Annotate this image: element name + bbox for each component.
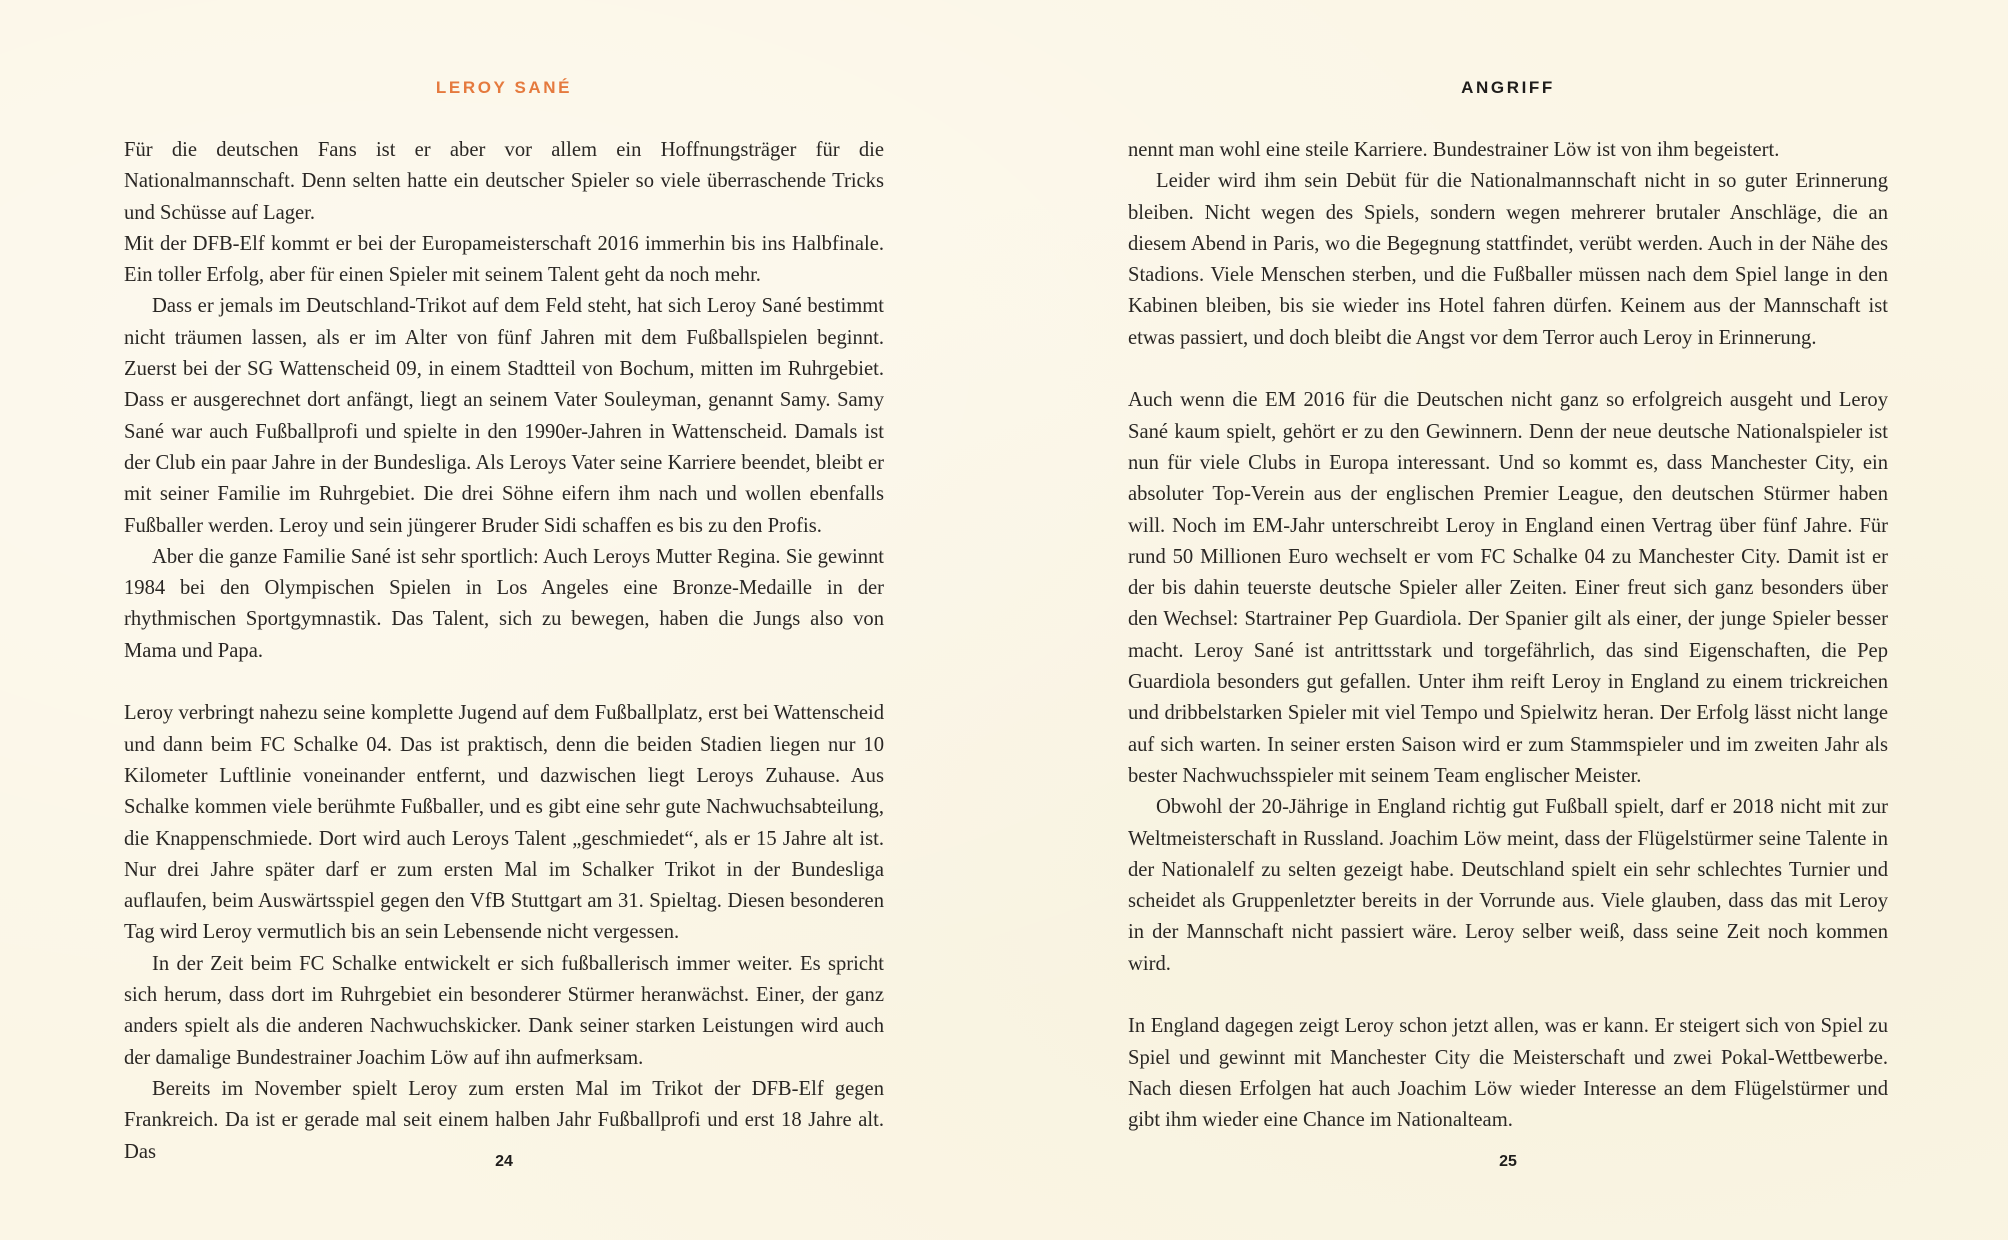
paragraph: Mit der DFB-Elf kommt er bei der Europameisterschaft 2016 immerhin bis ins Halbfinale. Ein toller Erfolg, aber für einen Spieler mit seinem Talent geht da noch mehr. (124, 232, 884, 287)
right-page (1128, 0, 1888, 1240)
right-page-body (1128, 135, 1888, 1137)
running-head-right: ANGRIFF (1461, 78, 1555, 97)
page-number-left: 24 (495, 1153, 513, 1170)
paragraph: Für die deutschen Fans ist er aber vor allem ein Hoffnungsträger für die Nationalmannschaft. Denn selten hatte ein deutscher Spieler so viele überraschende Tricks und Schüsse auf Lager. (124, 139, 884, 224)
paragraph: In England dagegen zeigt Leroy schon jetzt allen, was er kann. Er steigert sich von Spiel zu Spiel und gewinnt mit Manchester City die Meisterschaft und zwei Pokal-Wettbewerbe. Nach diesen Erfolgen hat auch Joachim Löw wieder Interesse an dem Flügelstürmer und gibt ihm wieder eine Chance im Nationalteam. (1128, 1015, 1888, 1132)
paragraph: Bereits im November spielt Leroy zum ersten Mal im Trikot der DFB-Elf gegen Frankreich. Da ist er gerade mal seit einem halben Jahr Fußballprofi und erst 18 Jahre alt. Das (124, 1077, 884, 1163)
paragraph: Leider wird ihm sein Debüt für die Nationalmannschaft nicht in so guter Erinnerung bleiben. Nicht wegen des Spiels, sondern wegen mehrerer brutaler Anschläge, die an diesem Abend in Paris, wo die Begegnung stattfindet, verübt werden. Auch in der Nähe des Stadions. Viele Menschen sterben, und die Fußballer müssen nach dem Spiel lange in den Kabinen bleiben, bis sie wieder ins Hotel fahren dürfen. Keinem aus der Mannschaft ist etwas passiert, und doch bleibt die Angst vor dem Terror auch Leroy in Erinnerung. (1128, 170, 1888, 349)
paragraph: nennt man wohl eine steile Karriere. Bundestrainer Löw ist von ihm begeistert. (1128, 139, 1780, 161)
paragraph: Auch wenn die EM 2016 für die Deutschen nicht ganz so erfolgreich ausgeht und Leroy Sané kaum spielt, gehört er zu den Gewinnern. Denn der neue deutsche Nationalspieler ist nun für viele Clubs in Europa interessant. Und so kommt es, dass Manchester City, ein absoluter Top-Verein aus der englischen Premier League, den deutschen Stürmer haben will. Noch im EM-Jahr unterschreibt Leroy in England einen Vertrag über fünf Jahre. Für rund 50 Millionen Euro wechselt er vom FC Schalke 04 zu Manchester City. Damit ist er der bis dahin teuerste deutsche Spieler aller Zeiten. Einer freut sich ganz besonders über den Wechsel: Startrainer Pep Guardiola. Der Spanier gilt als einer, der junge Spieler besser macht. Leroy Sané ist antrittsstark und torgefährlich, das sind Eigenschaften, die Pep Guardiola besonders gut gefallen. Unter ihm reift Leroy in England zu einem trickreichen und dribbelstarken Spieler mit viel Tempo und Spielwitz heran. Der Erfolg lässt nicht lange auf sich warten. In seiner ersten Saison wird er zum Stammspieler und im zweiten Jahr als bester Nachwuchsspieler mit seinem Team englischer Meister. (1128, 389, 1888, 787)
left-page (124, 0, 884, 1240)
paragraph: Leroy verbringt nahezu seine komplette Jugend auf dem Fußballplatz, erst bei Wattenscheid und dann beim FC Schalke 04. Das ist praktisch, denn die beiden Stadien liegen nur 10 Kilometer Luftlinie voneinander entfernt, und dazwischen liegt Leroys Zuhause. Aus Schalke kommen viele berühmte Fußballer, und es gibt eine sehr gute Nachwuchsabteilung, die Knappenschmiede. Dort wird auch Leroys Talent „geschmiedet“, als er 15 Jahre alt ist. Nur drei Jahre später darf er zum ersten Mal im Schalker Trikot in der Bundesliga auflaufen, beim Auswärtsspiel gegen den VfB Stuttgart am 31. Spieltag. Diesen besonderen Tag wird Leroy vermutlich bis an sein Lebensende nicht vergessen. (124, 702, 884, 944)
page-number-right: 25 (1499, 1153, 1517, 1170)
paragraph: Aber die ganze Familie Sané ist sehr sportlich: Auch Leroys Mutter Regina. Sie gewinnt 1984 bei den Olympischen Spielen in Los Angeles eine Bronze-Medaille in der rhythmischen Sportgymnastik. Das Talent, sich zu bewegen, haben die Jungs also von Mama und Papa. (124, 545, 884, 662)
left-page-body (124, 135, 884, 1168)
paragraph: Obwohl der 20-Jährige in England richtig gut Fußball spielt, darf er 2018 nicht mit zur Weltmeisterschaft in Russland. Joachim Löw meint, dass der Flügelstürmer seine Talente in der Nationalelf zu selten gezeigt habe. Deutschland spielt ein sehr schlechtes Turnier und scheidet als Gruppenletzter bereits in der Vorrunde aus. Viele glauben, dass das mit Leroy in der Mannschaft nicht passiert wäre. Leroy selber weiß, dass seine Zeit noch kommen wird. (1128, 796, 1888, 975)
paragraph: Dass er jemals im Deutschland-Trikot auf dem Feld steht, hat sich Leroy Sané bestimmt nicht träumen lassen, als er im Alter von fünf Jahren mit dem Fußballspielen beginnt. Zuerst bei der SG Wattenscheid 09, in einem Stadtteil von Bochum, mitten im Ruhrgebiet. Dass er ausgerechnet dort anfängt, liegt an seinem Vater Souleyman, genannt Samy. Samy Sané war auch Fußballprofi und spielte in den 1990er-Jahren in Wattenscheid. Damals ist der Club ein paar Jahre in der Bundesliga. Als Leroys Vater seine Karriere beendet, bleibt er mit seiner Familie im Ruhrgebiet. Die drei Söhne eifern ihm nach und wollen ebenfalls Fußballer werden. Leroy und sein jüngerer Bruder Sidi schaffen es bis zu den Profis. (124, 295, 884, 537)
paragraph: In der Zeit beim FC Schalke entwickelt er sich fußballerisch immer weiter. Es spricht sich herum, dass dort im Ruhrgebiet ein besonderer Stürmer heranwächst. Einer, der ganz anders spielt als die anderen Nachwuchskicker. Dank seiner starken Leistungen wird auch der damalige Bundestrainer Joachim Löw auf ihn aufmerksam. (124, 952, 884, 1069)
running-head-left: LEROY SANÉ (435, 78, 573, 97)
